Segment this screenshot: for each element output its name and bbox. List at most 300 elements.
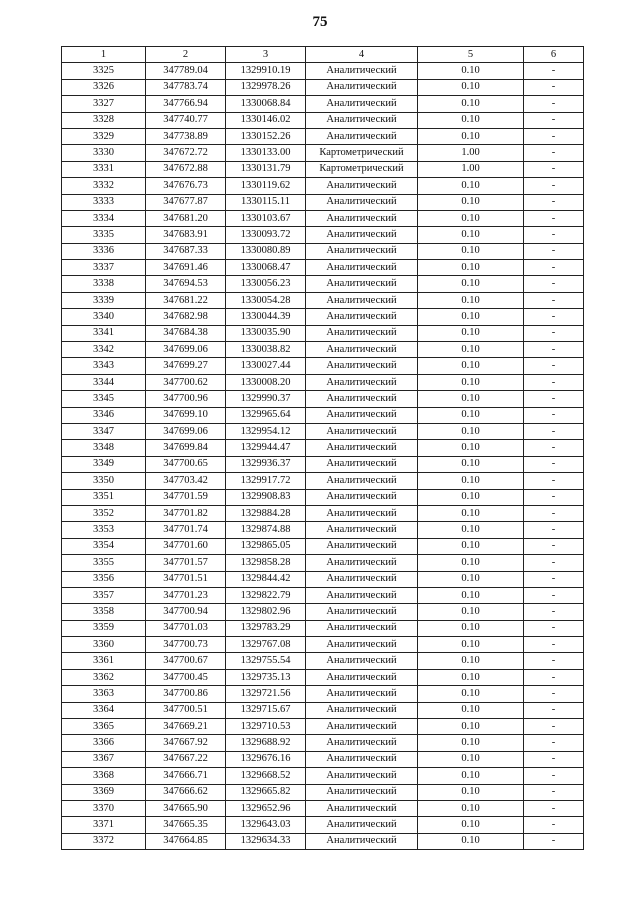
- accuracy-cell: 0.10: [418, 63, 524, 79]
- point-number-cell: 3357: [62, 587, 146, 603]
- accuracy-cell: 0.10: [418, 571, 524, 587]
- x-coordinate-cell: 347701.51: [146, 571, 226, 587]
- notes-cell: -: [524, 489, 584, 505]
- point-number-cell: 3327: [62, 96, 146, 112]
- accuracy-cell: 0.10: [418, 686, 524, 702]
- y-coordinate-cell: 1329652.96: [226, 800, 306, 816]
- y-coordinate-cell: 1330103.67: [226, 210, 306, 226]
- accuracy-cell: 0.10: [418, 440, 524, 456]
- x-coordinate-cell: 347694.53: [146, 276, 226, 292]
- accuracy-cell: 0.10: [418, 260, 524, 276]
- column-header-4: 4: [306, 47, 418, 63]
- point-number-cell: 3325: [62, 63, 146, 79]
- point-number-cell: 3355: [62, 555, 146, 571]
- table-row: [62, 456, 584, 472]
- accuracy-cell: 0.10: [418, 751, 524, 767]
- x-coordinate-cell: 347740.77: [146, 112, 226, 128]
- point-number-cell: 3332: [62, 178, 146, 194]
- x-coordinate-cell: 347667.92: [146, 735, 226, 751]
- notes-cell: -: [524, 686, 584, 702]
- x-coordinate-cell: 347783.74: [146, 79, 226, 95]
- method-cell: Аналитический: [306, 423, 418, 439]
- notes-cell: -: [524, 374, 584, 390]
- method-cell: Аналитический: [306, 522, 418, 538]
- table-row: [62, 800, 584, 816]
- y-coordinate-cell: 1329944.47: [226, 440, 306, 456]
- notes-cell: -: [524, 227, 584, 243]
- accuracy-cell: 1.00: [418, 161, 524, 177]
- table-row: [62, 620, 584, 636]
- x-coordinate-cell: 347687.33: [146, 243, 226, 259]
- accuracy-cell: 1.00: [418, 145, 524, 161]
- y-coordinate-cell: 1329665.82: [226, 784, 306, 800]
- point-number-cell: 3371: [62, 817, 146, 833]
- notes-cell: -: [524, 473, 584, 489]
- x-coordinate-cell: 347665.90: [146, 800, 226, 816]
- point-number-cell: 3345: [62, 391, 146, 407]
- y-coordinate-cell: 1329767.08: [226, 637, 306, 653]
- table-row: [62, 686, 584, 702]
- x-coordinate-cell: 347700.96: [146, 391, 226, 407]
- x-coordinate-cell: 347700.62: [146, 374, 226, 390]
- accuracy-cell: 0.10: [418, 423, 524, 439]
- y-coordinate-cell: 1329884.28: [226, 505, 306, 521]
- point-number-cell: 3365: [62, 719, 146, 735]
- point-number-cell: 3348: [62, 440, 146, 456]
- accuracy-cell: 0.10: [418, 538, 524, 554]
- table-row: [62, 194, 584, 210]
- notes-cell: -: [524, 456, 584, 472]
- y-coordinate-cell: 1329844.42: [226, 571, 306, 587]
- x-coordinate-cell: 347701.59: [146, 489, 226, 505]
- accuracy-cell: 0.10: [418, 473, 524, 489]
- column-header-5: 5: [418, 47, 524, 63]
- notes-cell: -: [524, 342, 584, 358]
- notes-cell: -: [524, 309, 584, 325]
- page-number: 75: [312, 14, 328, 30]
- method-cell: Аналитический: [306, 768, 418, 784]
- notes-cell: -: [524, 735, 584, 751]
- method-cell: Аналитический: [306, 243, 418, 259]
- accuracy-cell: 0.10: [418, 555, 524, 571]
- x-coordinate-cell: 347677.87: [146, 194, 226, 210]
- table-row: [62, 145, 584, 161]
- method-cell: Аналитический: [306, 456, 418, 472]
- method-cell: Аналитический: [306, 194, 418, 210]
- method-cell: Аналитический: [306, 407, 418, 423]
- y-coordinate-cell: 1330080.89: [226, 243, 306, 259]
- x-coordinate-cell: 347700.67: [146, 653, 226, 669]
- x-coordinate-cell: 347669.21: [146, 719, 226, 735]
- method-cell: Аналитический: [306, 686, 418, 702]
- x-coordinate-cell: 347691.46: [146, 260, 226, 276]
- method-cell: Аналитический: [306, 571, 418, 587]
- notes-cell: -: [524, 423, 584, 439]
- accuracy-cell: 0.10: [418, 702, 524, 718]
- method-cell: Аналитический: [306, 620, 418, 636]
- x-coordinate-cell: 347672.72: [146, 145, 226, 161]
- y-coordinate-cell: 1329822.79: [226, 587, 306, 603]
- y-coordinate-cell: 1329668.52: [226, 768, 306, 784]
- y-coordinate-cell: 1330115.11: [226, 194, 306, 210]
- point-number-cell: 3354: [62, 538, 146, 554]
- y-coordinate-cell: 1330146.02: [226, 112, 306, 128]
- accuracy-cell: 0.10: [418, 407, 524, 423]
- x-coordinate-cell: 347664.85: [146, 833, 226, 849]
- table-row: [62, 63, 584, 79]
- table-row: [62, 784, 584, 800]
- column-header-6: 6: [524, 47, 584, 63]
- method-cell: Аналитический: [306, 505, 418, 521]
- x-coordinate-cell: 347699.27: [146, 358, 226, 374]
- notes-cell: -: [524, 538, 584, 554]
- notes-cell: -: [524, 555, 584, 571]
- x-coordinate-cell: 347700.45: [146, 669, 226, 685]
- x-coordinate-cell: 347700.94: [146, 604, 226, 620]
- method-cell: Аналитический: [306, 79, 418, 95]
- y-coordinate-cell: 1329688.92: [226, 735, 306, 751]
- x-coordinate-cell: 347681.22: [146, 292, 226, 308]
- accuracy-cell: 0.10: [418, 342, 524, 358]
- y-coordinate-cell: 1329755.54: [226, 653, 306, 669]
- table-body: [62, 63, 584, 850]
- method-cell: Аналитический: [306, 210, 418, 226]
- method-cell: Аналитический: [306, 325, 418, 341]
- method-cell: Аналитический: [306, 637, 418, 653]
- column-header-3: 3: [226, 47, 306, 63]
- y-coordinate-cell: 1329643.03: [226, 817, 306, 833]
- table-row: [62, 210, 584, 226]
- method-cell: Аналитический: [306, 669, 418, 685]
- accuracy-cell: 0.10: [418, 735, 524, 751]
- method-cell: Аналитический: [306, 358, 418, 374]
- table-row: [62, 112, 584, 128]
- y-coordinate-cell: 1330068.47: [226, 260, 306, 276]
- point-number-cell: 3356: [62, 571, 146, 587]
- point-number-cell: 3343: [62, 358, 146, 374]
- method-cell: Аналитический: [306, 178, 418, 194]
- accuracy-cell: 0.10: [418, 210, 524, 226]
- point-number-cell: 3326: [62, 79, 146, 95]
- accuracy-cell: 0.10: [418, 325, 524, 341]
- notes-cell: -: [524, 178, 584, 194]
- y-coordinate-cell: 1329908.83: [226, 489, 306, 505]
- accuracy-cell: 0.10: [418, 243, 524, 259]
- point-number-cell: 3350: [62, 473, 146, 489]
- table-row: [62, 374, 584, 390]
- point-number-cell: 3328: [62, 112, 146, 128]
- method-cell: Аналитический: [306, 276, 418, 292]
- notes-cell: -: [524, 604, 584, 620]
- point-number-cell: 3352: [62, 505, 146, 521]
- y-coordinate-cell: 1329634.33: [226, 833, 306, 849]
- notes-cell: -: [524, 96, 584, 112]
- y-coordinate-cell: 1330056.23: [226, 276, 306, 292]
- notes-cell: -: [524, 407, 584, 423]
- point-number-cell: 3346: [62, 407, 146, 423]
- table-row: [62, 473, 584, 489]
- accuracy-cell: 0.10: [418, 719, 524, 735]
- x-coordinate-cell: 347684.38: [146, 325, 226, 341]
- method-cell: Аналитический: [306, 653, 418, 669]
- x-coordinate-cell: 347699.06: [146, 423, 226, 439]
- point-number-cell: 3340: [62, 309, 146, 325]
- accuracy-cell: 0.10: [418, 79, 524, 95]
- table-row: [62, 735, 584, 751]
- table-row: [62, 587, 584, 603]
- table-row: [62, 637, 584, 653]
- table-row: [62, 227, 584, 243]
- accuracy-cell: 0.10: [418, 96, 524, 112]
- point-number-cell: 3333: [62, 194, 146, 210]
- notes-cell: -: [524, 571, 584, 587]
- y-coordinate-cell: 1329865.05: [226, 538, 306, 554]
- point-number-cell: 3366: [62, 735, 146, 751]
- point-number-cell: 3335: [62, 227, 146, 243]
- accuracy-cell: 0.10: [418, 374, 524, 390]
- x-coordinate-cell: 347672.88: [146, 161, 226, 177]
- accuracy-cell: 0.10: [418, 587, 524, 603]
- notes-cell: -: [524, 784, 584, 800]
- point-number-cell: 3361: [62, 653, 146, 669]
- x-coordinate-cell: 347703.42: [146, 473, 226, 489]
- table-row: [62, 817, 584, 833]
- accuracy-cell: 0.10: [418, 178, 524, 194]
- notes-cell: -: [524, 702, 584, 718]
- y-coordinate-cell: 1330038.82: [226, 342, 306, 358]
- method-cell: Аналитический: [306, 817, 418, 833]
- method-cell: Аналитический: [306, 751, 418, 767]
- method-cell: Аналитический: [306, 833, 418, 849]
- x-coordinate-cell: 347699.10: [146, 407, 226, 423]
- notes-cell: -: [524, 260, 584, 276]
- x-coordinate-cell: 347699.84: [146, 440, 226, 456]
- accuracy-cell: 0.10: [418, 800, 524, 816]
- table-row: [62, 178, 584, 194]
- notes-cell: -: [524, 210, 584, 226]
- accuracy-cell: 0.10: [418, 194, 524, 210]
- y-coordinate-cell: 1329710.53: [226, 719, 306, 735]
- accuracy-cell: 0.10: [418, 309, 524, 325]
- method-cell: Аналитический: [306, 800, 418, 816]
- notes-cell: -: [524, 522, 584, 538]
- coordinates-table: [61, 46, 584, 850]
- notes-cell: -: [524, 817, 584, 833]
- table-row: [62, 440, 584, 456]
- notes-cell: -: [524, 79, 584, 95]
- y-coordinate-cell: 1330035.90: [226, 325, 306, 341]
- x-coordinate-cell: 347701.74: [146, 522, 226, 538]
- point-number-cell: 3359: [62, 620, 146, 636]
- point-number-cell: 3367: [62, 751, 146, 767]
- table-row: [62, 276, 584, 292]
- method-cell: Аналитический: [306, 538, 418, 554]
- x-coordinate-cell: 347701.82: [146, 505, 226, 521]
- y-coordinate-cell: 1329676.16: [226, 751, 306, 767]
- notes-cell: -: [524, 669, 584, 685]
- notes-cell: -: [524, 194, 584, 210]
- notes-cell: -: [524, 161, 584, 177]
- accuracy-cell: 0.10: [418, 620, 524, 636]
- point-number-cell: 3353: [62, 522, 146, 538]
- method-cell: Аналитический: [306, 309, 418, 325]
- notes-cell: -: [524, 358, 584, 374]
- table-row: [62, 522, 584, 538]
- x-coordinate-cell: 347700.65: [146, 456, 226, 472]
- accuracy-cell: 0.10: [418, 522, 524, 538]
- accuracy-cell: 0.10: [418, 292, 524, 308]
- point-number-cell: 3368: [62, 768, 146, 784]
- x-coordinate-cell: 347676.73: [146, 178, 226, 194]
- x-coordinate-cell: 347667.22: [146, 751, 226, 767]
- point-number-cell: 3372: [62, 833, 146, 849]
- x-coordinate-cell: 347701.60: [146, 538, 226, 554]
- table-row: [62, 604, 584, 620]
- accuracy-cell: 0.10: [418, 505, 524, 521]
- point-number-cell: 3341: [62, 325, 146, 341]
- point-number-cell: 3364: [62, 702, 146, 718]
- y-coordinate-cell: 1329721.56: [226, 686, 306, 702]
- method-cell: Аналитический: [306, 342, 418, 358]
- notes-cell: -: [524, 325, 584, 341]
- table-row: [62, 768, 584, 784]
- table-header: [62, 47, 584, 63]
- accuracy-cell: 0.10: [418, 276, 524, 292]
- table-row: [62, 833, 584, 849]
- x-coordinate-cell: 347738.89: [146, 128, 226, 144]
- method-cell: Аналитический: [306, 374, 418, 390]
- table-row: [62, 702, 584, 718]
- table-row: [62, 653, 584, 669]
- y-coordinate-cell: 1329978.26: [226, 79, 306, 95]
- x-coordinate-cell: 347789.04: [146, 63, 226, 79]
- method-cell: Аналитический: [306, 587, 418, 603]
- method-cell: Аналитический: [306, 96, 418, 112]
- method-cell: Аналитический: [306, 63, 418, 79]
- y-coordinate-cell: 1329990.37: [226, 391, 306, 407]
- notes-cell: -: [524, 751, 584, 767]
- table-row: [62, 358, 584, 374]
- y-coordinate-cell: 1329735.13: [226, 669, 306, 685]
- notes-cell: -: [524, 637, 584, 653]
- x-coordinate-cell: 347701.57: [146, 555, 226, 571]
- notes-cell: -: [524, 587, 584, 603]
- y-coordinate-cell: 1330044.39: [226, 309, 306, 325]
- table-row: [62, 128, 584, 144]
- point-number-cell: 3337: [62, 260, 146, 276]
- accuracy-cell: 0.10: [418, 653, 524, 669]
- y-coordinate-cell: 1329858.28: [226, 555, 306, 571]
- notes-cell: -: [524, 243, 584, 259]
- table-row: [62, 571, 584, 587]
- point-number-cell: 3351: [62, 489, 146, 505]
- method-cell: Аналитический: [306, 604, 418, 620]
- table-row: [62, 391, 584, 407]
- y-coordinate-cell: 1330068.84: [226, 96, 306, 112]
- notes-cell: -: [524, 145, 584, 161]
- point-number-cell: 3360: [62, 637, 146, 653]
- x-coordinate-cell: 347701.03: [146, 620, 226, 636]
- method-cell: Аналитический: [306, 489, 418, 505]
- x-coordinate-cell: 347701.23: [146, 587, 226, 603]
- point-number-cell: 3370: [62, 800, 146, 816]
- y-coordinate-cell: 1330008.20: [226, 374, 306, 390]
- table-row: [62, 309, 584, 325]
- accuracy-cell: 0.10: [418, 817, 524, 833]
- point-number-cell: 3329: [62, 128, 146, 144]
- y-coordinate-cell: 1329936.37: [226, 456, 306, 472]
- table-row: [62, 79, 584, 95]
- point-number-cell: 3358: [62, 604, 146, 620]
- x-coordinate-cell: 347681.20: [146, 210, 226, 226]
- table-row: [62, 342, 584, 358]
- notes-cell: -: [524, 292, 584, 308]
- x-coordinate-cell: 347700.51: [146, 702, 226, 718]
- table-row: [62, 243, 584, 259]
- notes-cell: -: [524, 63, 584, 79]
- x-coordinate-cell: 347665.35: [146, 817, 226, 833]
- accuracy-cell: 0.10: [418, 227, 524, 243]
- y-coordinate-cell: 1330133.00: [226, 145, 306, 161]
- table-row: [62, 719, 584, 735]
- x-coordinate-cell: 347766.94: [146, 96, 226, 112]
- table-row: [62, 669, 584, 685]
- table-row: [62, 96, 584, 112]
- notes-cell: -: [524, 800, 584, 816]
- notes-cell: -: [524, 620, 584, 636]
- y-coordinate-cell: 1329954.12: [226, 423, 306, 439]
- accuracy-cell: 0.10: [418, 604, 524, 620]
- method-cell: Аналитический: [306, 735, 418, 751]
- method-cell: Аналитический: [306, 391, 418, 407]
- table-row: [62, 407, 584, 423]
- table-row: [62, 325, 584, 341]
- table-row: [62, 260, 584, 276]
- notes-cell: -: [524, 653, 584, 669]
- table-row: [62, 423, 584, 439]
- method-cell: Аналитический: [306, 702, 418, 718]
- point-number-cell: 3347: [62, 423, 146, 439]
- notes-cell: -: [524, 440, 584, 456]
- method-cell: Аналитический: [306, 227, 418, 243]
- y-coordinate-cell: 1330093.72: [226, 227, 306, 243]
- y-coordinate-cell: 1329783.29: [226, 620, 306, 636]
- y-coordinate-cell: 1329917.72: [226, 473, 306, 489]
- accuracy-cell: 0.10: [418, 456, 524, 472]
- accuracy-cell: 0.10: [418, 768, 524, 784]
- point-number-cell: 3363: [62, 686, 146, 702]
- table-row: [62, 161, 584, 177]
- point-number-cell: 3369: [62, 784, 146, 800]
- notes-cell: -: [524, 391, 584, 407]
- point-number-cell: 3344: [62, 374, 146, 390]
- point-number-cell: 3342: [62, 342, 146, 358]
- column-header-1: 1: [62, 47, 146, 63]
- table-row: [62, 555, 584, 571]
- y-coordinate-cell: 1330119.62: [226, 178, 306, 194]
- y-coordinate-cell: 1329910.19: [226, 63, 306, 79]
- y-coordinate-cell: 1329715.67: [226, 702, 306, 718]
- method-cell: Аналитический: [306, 112, 418, 128]
- point-number-cell: 3349: [62, 456, 146, 472]
- method-cell: Картометрический: [306, 145, 418, 161]
- x-coordinate-cell: 347682.98: [146, 309, 226, 325]
- point-number-cell: 3338: [62, 276, 146, 292]
- x-coordinate-cell: 347700.86: [146, 686, 226, 702]
- method-cell: Аналитический: [306, 128, 418, 144]
- accuracy-cell: 0.10: [418, 669, 524, 685]
- table-row: [62, 489, 584, 505]
